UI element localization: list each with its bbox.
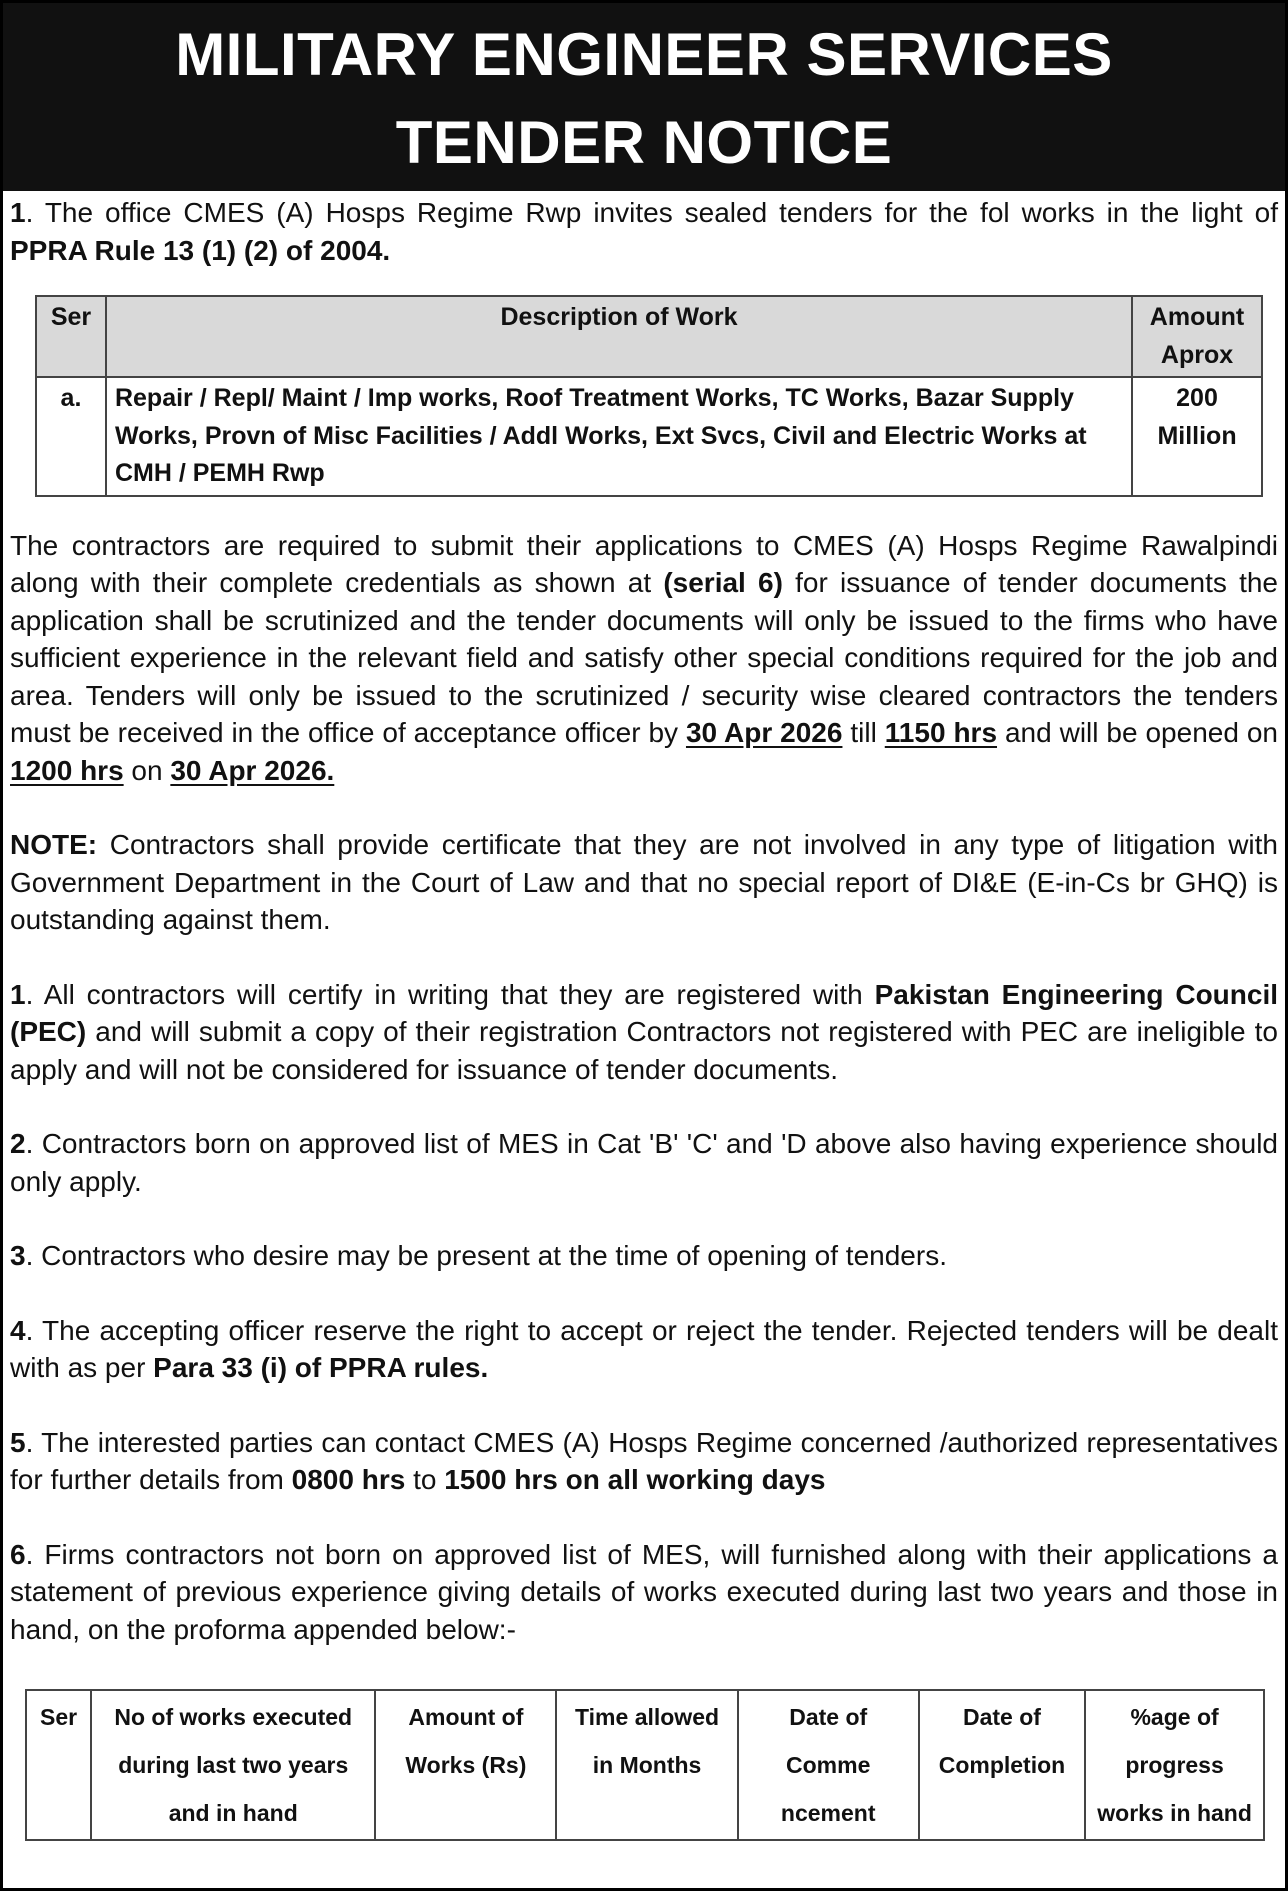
proforma-col-works: No of works executed during last two years and in hand — [91, 1690, 375, 1840]
works-table-header — [36, 296, 1262, 377]
note-label: NOTE: — [10, 829, 98, 860]
intro-paragraph — [10, 194, 1278, 269]
ppra-para: Para 33 (i) of PPRA rules. — [153, 1352, 489, 1383]
proforma-col-completion: Date of Completion — [919, 1690, 1085, 1840]
ppra-rule: PPRA Rule 13 (1) (2) of 2004. — [10, 234, 391, 266]
proforma-col-time: Time allowed in Months — [556, 1690, 737, 1840]
opening-time: 1200 hrs — [10, 754, 124, 786]
table-row — [36, 377, 1262, 496]
point-4: 4. The accepting officer reserve the right to accept or reject the tender. Rejected tenders will be dealt with as per Para 33 (i) of PPRA rules. — [10, 1314, 1278, 1383]
proforma-col-amount: Amount of Works (Rs) — [375, 1690, 556, 1840]
contact-start-time: 0800 hrs — [291, 1464, 406, 1495]
org-title: MILITARY ENGINEER SERVICES — [175, 21, 1113, 88]
note-paragraph: NOTE: Contractors shall provide certificate that they are not involved in any type of litigation with Government Department in the Court of Law and that no special report of DI&E (E-in-Cs br GHQ) is outstanding against them. — [10, 829, 1278, 935]
notice-title: TENDER NOTICE — [395, 109, 893, 176]
pec-name: Pakistan Engineering Council (PEC) — [10, 978, 1279, 1047]
point-5: 5. The interested parties can contact CMES (A) Hosps Regime concerned /authorized representatives for further details from 0800 hrs to 1500 hrs on all working days — [10, 1426, 1278, 1495]
point-1: 1. All contractors will certify in writing that they are registered with Pakistan Engineering Council (PEC) and will submit a copy of their registration Contractors not registered with PEC are ineligible to apply and will not be considered for issuance of tender documents. — [10, 978, 1279, 1085]
point-2: 2. Contractors born on approved list of MES in Cat 'B' 'C' and 'D above also having experience should only apply. — [10, 1128, 1278, 1197]
applications-paragraph: The contractors are required to submit their applications to CMES (A) Hosps Regime Rawalpindi along with their complete credentials as shown at (serial 6) for issuance of tender documents the application shall be scrutinized and the tender documents will only be issued to the firms who have sufficient experience in the relevant field and satisfy other special conditions required for the job and area. Tenders will only be issued to the scrutinized / security wise cleared contractors the tenders must be received in the office of acceptance officer by 30 Apr 2026 till 1150 hrs and will be opened on 1200 hrs on 30 Apr 2026. — [10, 529, 1279, 786]
receipt-time: 1150 hrs — [884, 717, 998, 748]
header-banner — [3, 3, 1285, 191]
proforma-col-progress: %age of progress works in hand — [1085, 1690, 1264, 1840]
proforma-header — [26, 1690, 1264, 1840]
col-amount: Amount Aprox — [1132, 296, 1262, 377]
point-3: 3. Contractors who desire may be present at the time of opening of tenders. — [10, 1240, 947, 1271]
row-description: Repair / Repl/ Maint / Imp works, Roof Treatment Works, TC Works, Bazar Supply Works, Provn of Misc Facilities / Addl Works, Ext Svcs, Civil and Electric Works at CMH / PEMH Rwp — [106, 377, 1132, 496]
proforma-col-commencement: Date of Comme ncement — [738, 1690, 919, 1840]
proforma-col-ser: Ser — [26, 1690, 91, 1840]
col-description: Description of Work — [106, 296, 1132, 377]
works-table — [35, 295, 1263, 497]
notice-body — [3, 194, 1285, 1841]
row-amount: 200 Million — [1132, 377, 1262, 496]
proforma-table — [25, 1689, 1265, 1841]
intro-number: 1 — [10, 197, 26, 228]
col-ser: Ser — [36, 296, 106, 377]
opening-date: 30 Apr 2026. — [170, 754, 335, 786]
intro-text: . The office CMES (A) Hosps Regime Rwp invites sealed tenders for the fol works in the light of — [25, 197, 1278, 228]
point-6: 6. Firms contractors not born on approved list of MES, will furnished along with their applications a statement of previous experience giving details of works executed during last two years and those in hand, on the proforma appended below:- — [10, 1538, 1278, 1645]
serial-reference: (serial 6) — [663, 567, 783, 598]
row-ser: a. — [36, 377, 106, 496]
receipt-date: 30 Apr 2026 — [685, 717, 843, 748]
contact-end-time: 1500 hrs on all working days — [444, 1464, 826, 1495]
